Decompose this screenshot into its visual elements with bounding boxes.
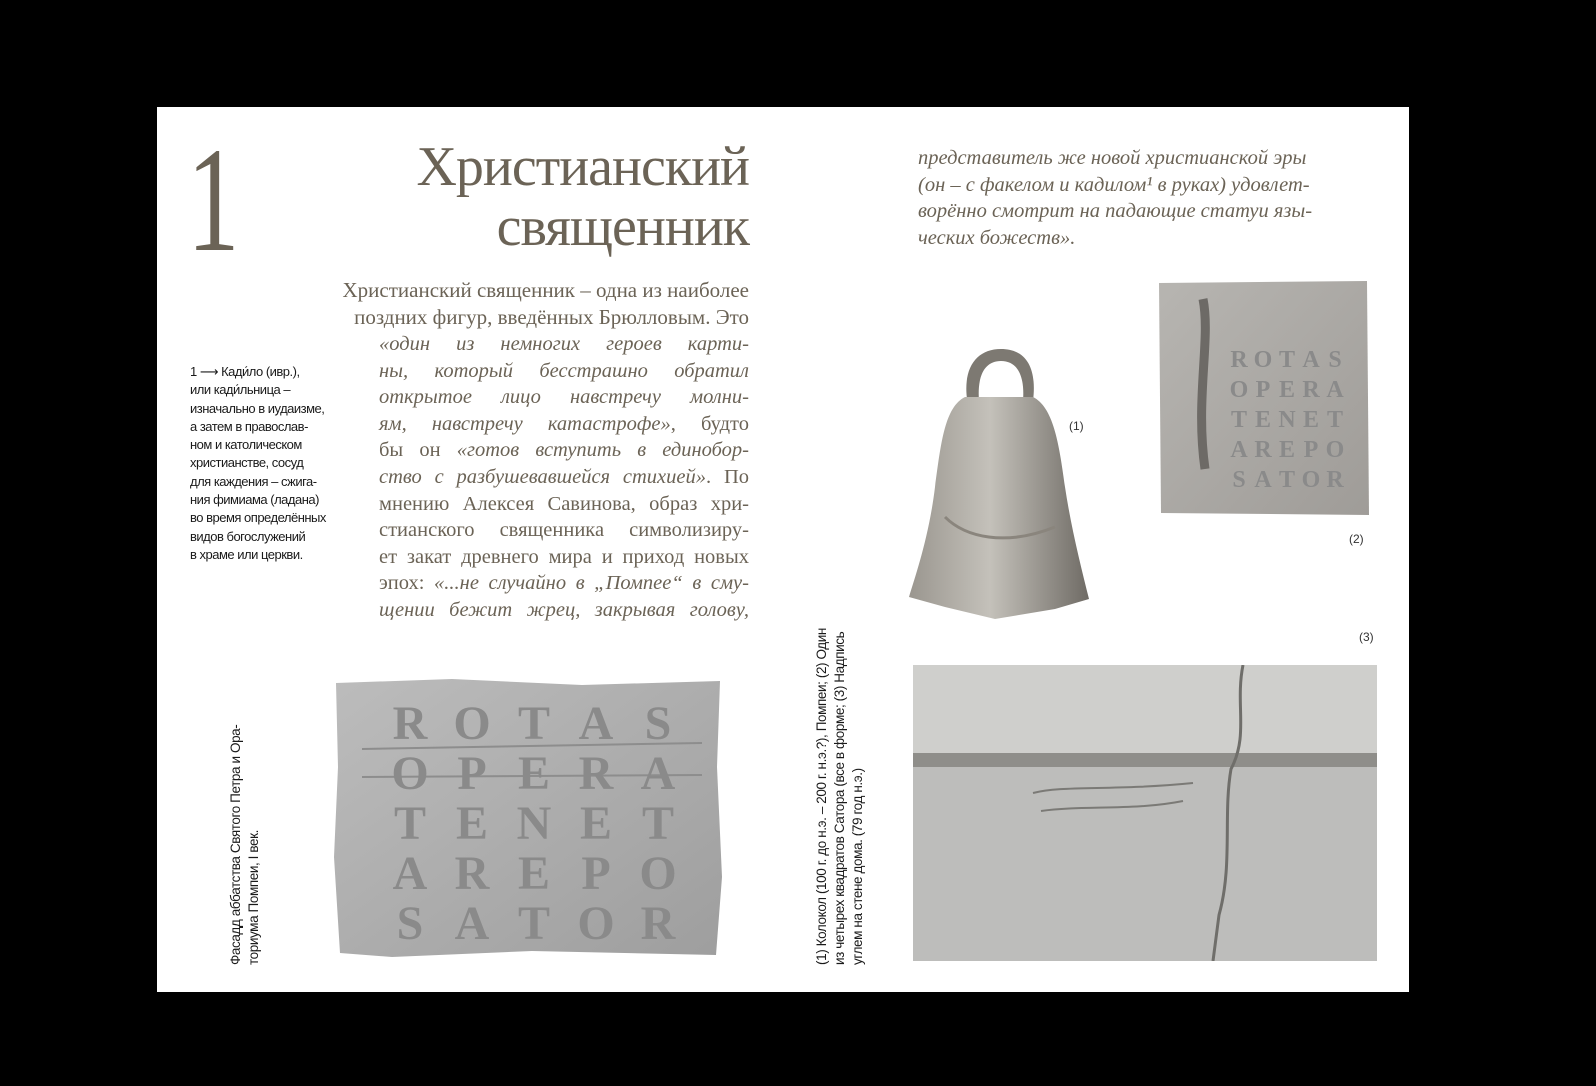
sator-letter: R <box>578 747 614 800</box>
sator-letter: A <box>1326 377 1344 403</box>
continuation-text <box>918 145 1388 251</box>
sator-letter: T <box>1230 407 1248 433</box>
sator-letter: R <box>1230 347 1248 373</box>
sator-letter: E <box>455 797 489 850</box>
title-line: священник <box>496 196 749 258</box>
right-photo-caption: (1) Колокол (100 г. до н.э. – 200 г. н.э.?), Помпеи; (2) Один из четырех квадратов Сатора (все в форме; (3) Надпись углем на стене дома. (79 год н.э.) <box>814 628 865 965</box>
chapter-title <box>317 137 749 257</box>
sator-letter: E <box>1278 377 1296 403</box>
sator-stone-photo-right <box>1155 279 1371 517</box>
body-text <box>379 331 749 624</box>
sator-letter: E <box>1302 407 1320 433</box>
footnote-line: для каждения – сжига- <box>190 473 317 489</box>
body-line: открытое лицо навстречу молни- <box>379 386 749 409</box>
footnote-line: христианстве, сосуд <box>190 455 304 471</box>
footnote-line: изначально в иудаизме, <box>190 400 325 416</box>
body-line: ны, который бесстрашно обратил <box>379 359 749 382</box>
continuation-line: ческих божеств». <box>918 226 1076 249</box>
sator-letter: R <box>392 697 428 750</box>
sator-letter: P <box>1303 437 1319 463</box>
figure-label-2: (2) <box>1349 532 1364 546</box>
continuation-line: представитель же новой христианской эры <box>918 147 1307 169</box>
sator-letter: T <box>1278 467 1296 493</box>
chapter-number: 1 <box>187 117 237 283</box>
sator-letter: R <box>1254 437 1272 463</box>
sator-letter: A <box>640 747 676 800</box>
sator-letter: S <box>1232 467 1246 493</box>
sator-letter: P <box>1255 377 1271 403</box>
sator-letter: T <box>1278 347 1296 373</box>
sator-letter: A <box>392 847 428 900</box>
sator-letter: P <box>457 747 487 800</box>
footnote-line: а затем в православ- <box>190 418 308 434</box>
intro-text <box>277 277 749 331</box>
sator-letter: S <box>396 897 424 950</box>
figure-label-3: (3) <box>1359 630 1374 644</box>
sator-letter: O <box>1229 377 1249 403</box>
sator-letter: A <box>1254 467 1272 493</box>
body-line: эпох: «...не случайно в „Помпее“ в сму- <box>379 572 749 595</box>
sator-letter: O <box>639 847 677 900</box>
sator-letter: S <box>1328 347 1342 373</box>
sator-letter: R <box>454 847 490 900</box>
continuation-line: (он – с факелом и кадилом¹ в руках) удовлет- <box>918 173 1310 196</box>
sator-letter: S <box>644 697 672 750</box>
sator-letter: E <box>1278 437 1296 463</box>
sator-letter: R <box>1302 377 1320 403</box>
sator-letter: N <box>1278 407 1296 433</box>
body-line: ет закат древнего мира и приход новых <box>379 545 749 568</box>
body-line: мнению Алексея Савинова, образ хри- <box>379 492 749 515</box>
sator-letter: O <box>1301 467 1321 493</box>
footnote-line: ния фимиама (ладана) <box>190 492 319 508</box>
footnote-line: видов богослужений <box>190 528 306 544</box>
intro-line: поздних фигур, введённых Брюлловым. Это <box>354 305 749 329</box>
body-line: ям, навстречу катастрофе», будто <box>379 412 749 435</box>
sator-letter: P <box>581 847 611 900</box>
sator-letter: A <box>578 697 614 750</box>
body-line: ство с разбушевавшейся стихией». По <box>379 465 749 488</box>
bell-photo <box>905 347 1095 619</box>
figure-label-1: (1) <box>1069 419 1084 433</box>
sator-letter: N <box>516 797 552 850</box>
body-line: щении бежит жрец, закрывая голову, <box>379 598 749 621</box>
sator-letter: O <box>391 747 429 800</box>
sator-letter: E <box>517 847 551 900</box>
title-line: Христианский <box>416 136 749 198</box>
footnote-line: в храме или церкви. <box>190 546 303 562</box>
sator-letter: A <box>454 897 490 950</box>
body-line: «один из немногих героев карти- <box>379 333 749 355</box>
body-line: стианского священника символизиру- <box>379 519 749 542</box>
sator-letter: A <box>1302 347 1320 373</box>
sator-letter: O <box>577 897 615 950</box>
sator-letter: A <box>1230 437 1248 463</box>
body-line: бы он «готов вступить в единобор- <box>379 439 749 462</box>
sator-letter: T <box>1326 407 1344 433</box>
sator-letter: O <box>453 697 491 750</box>
footnote-line: во время определённых <box>190 510 326 526</box>
sator-letter: E <box>579 797 613 850</box>
sator-letter: T <box>517 697 551 750</box>
wall-inscription-photo <box>913 665 1377 961</box>
sator-letter: T <box>393 797 427 850</box>
footnote-line: ном и католическом <box>190 437 302 453</box>
sator-letter: T <box>517 897 551 950</box>
footnote-line: или кади́льница – <box>190 382 291 398</box>
magazine-spread <box>157 107 1409 992</box>
sator-letter: R <box>1326 467 1344 493</box>
sator-stone-photo-left <box>332 677 724 959</box>
sator-letter: E <box>517 747 551 800</box>
continuation-line: ворённо смотрит на падающие статуи язы- <box>918 200 1313 223</box>
intro-line: Христианский священник – одна из наиболее <box>342 278 749 302</box>
sator-letter: O <box>1253 347 1273 373</box>
left-photo-caption: Фасадд аббатства Святого Петра и Ора- ториума Помпеи, I век. <box>228 724 261 965</box>
footnote <box>190 363 365 564</box>
sator-letter: R <box>640 897 676 950</box>
sator-letter: O <box>1325 437 1345 463</box>
footnote-line: 1 ⟶ Кади́ло (ивр.), <box>190 364 300 379</box>
sator-letter: E <box>1254 407 1272 433</box>
sator-letter: T <box>641 797 675 850</box>
